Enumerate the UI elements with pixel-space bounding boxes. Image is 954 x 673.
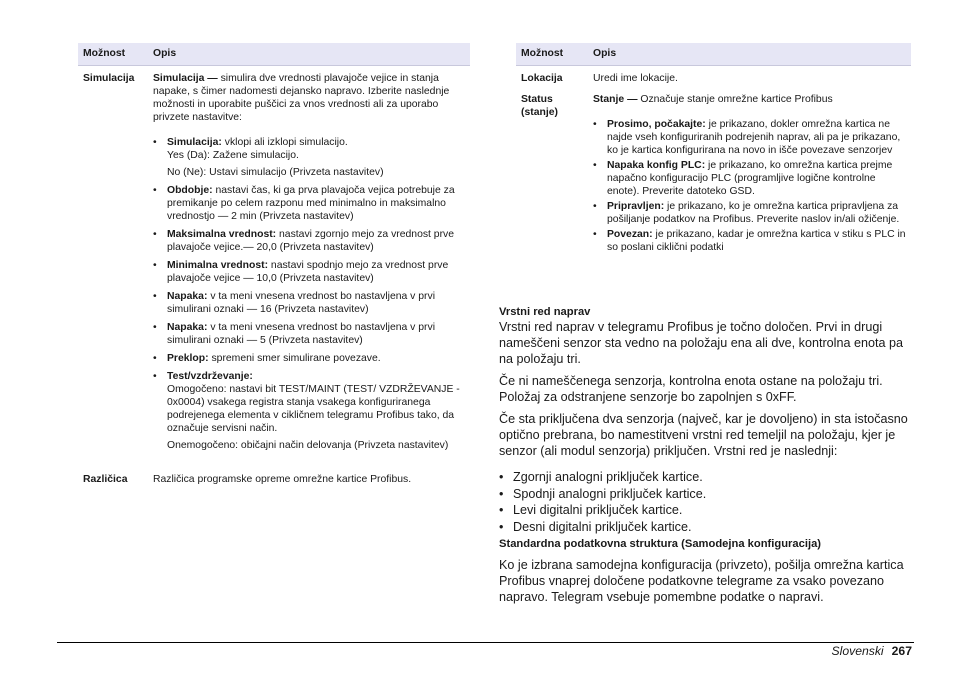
- item-label: Obdobje:: [167, 184, 213, 196]
- list-item: [153, 290, 465, 316]
- item-label: Prosimo, počakajte:: [607, 118, 706, 130]
- page-footer: [831, 643, 912, 659]
- item-label: Pripravljen:: [607, 200, 665, 212]
- list-item: [153, 136, 465, 179]
- table-header-row: [516, 43, 911, 65]
- item-text: nastavi čas, ki ga prva plavajoča vejica potrebuje za premikanje po celem razponu med minimalno in maksimalno vrednostjo — 2 min (Privzeta nastavitev): [167, 184, 455, 222]
- section-heading: Standardna podatkovna struktura (Samodejna konfiguracija): [499, 538, 822, 550]
- option-description: [588, 91, 911, 262]
- item-label: Preklop:: [167, 352, 209, 364]
- intro-paragraph: [593, 93, 906, 106]
- item-label: Napaka:: [167, 290, 208, 302]
- table-row-status: [516, 91, 911, 262]
- list-item: [593, 159, 906, 198]
- paragraph: Če sta priključena dva senzorja (največ, kar je dovoljeno) in sta istočasno optično prebrana, bo namestitveni vrstni red temeljil na položaju, kjer je senzor (ali modul senzorja) priključen. Vrstni red je naslednji:: [499, 412, 908, 458]
- list-item: [153, 321, 465, 347]
- item-text: je prikazano, ko je omrežna kartica pripravljena za pošiljanje podatkov na Profibus. Preverite naslov in/ali ožičenje.: [607, 200, 900, 225]
- item-text: je prikazano, kadar je omrežna kartica v stiku s PLC in so poslani ciklični podatki: [607, 228, 906, 253]
- option-name: Status (stanje): [521, 93, 558, 118]
- table-row-lokacija: [516, 65, 911, 91]
- list-item: [593, 118, 906, 157]
- option-name: Različica: [83, 473, 128, 485]
- table-row-razlicica: [78, 463, 470, 492]
- item-label: Napaka konfig PLC:: [607, 159, 706, 171]
- data-structure-section: [499, 537, 913, 611]
- header-option: Možnost: [78, 43, 148, 65]
- list-item: [593, 228, 906, 254]
- item-text: je prikazano, ko omrežna kartica prejme napačno konfiguracijo PLC (programljive logične kontrolne enote). Preverite datoteko GSD.: [607, 159, 893, 197]
- list-item: [153, 352, 465, 365]
- option-description: [148, 65, 470, 463]
- item-text: spremeni smer simulirane povezave.: [208, 352, 381, 364]
- table-header-row: [78, 43, 470, 65]
- item-label: Povezan:: [607, 228, 653, 240]
- right-options-table: [516, 43, 911, 262]
- list-item: • Desni digitalni priključek kartice.: [499, 519, 913, 536]
- connector-order-list: [499, 469, 913, 535]
- item-text: vklopi ali izklopi simulacijo.: [221, 136, 348, 148]
- option-name: Lokacija: [521, 72, 563, 84]
- list-item: [593, 200, 906, 226]
- simulation-options-list: [153, 136, 465, 452]
- item-label: Maksimalna vrednost:: [167, 228, 277, 240]
- item-text: nastavi spodnjo mejo za vrednost prve plavajoče vejice — 10,0 (Privzeta nastavitev): [167, 259, 449, 284]
- list-item: [153, 184, 465, 223]
- item-line2: Yes (Da): Zažene simulacijo.: [167, 149, 299, 161]
- item-sub: Onemogočeno: običajni način delovanja (Privzeta nastavitev): [167, 439, 449, 451]
- page-number: 267: [891, 644, 912, 658]
- item-label: Napaka:: [167, 321, 208, 333]
- item-text: v ta meni vnesena vrednost bo nastavljena v prvi simulirani oznaki — 5 (Privzeta nastavitev): [167, 321, 436, 346]
- item-line2: Omogočeno: nastavi bit TEST/MAINT (TEST/ VZDRŽEVANJE - 0x0004) vsakega registra stanja vsakega konfiguriranega podrejenega elementa v cikličnem telegramu Profibus tako, da označuje servisni način.: [167, 383, 460, 434]
- device-order-section: [499, 305, 913, 535]
- option-description: Različica programske opreme omrežne kartice Profibus.: [153, 473, 412, 485]
- intro-text: Označuje stanje omrežne kartice Profibus: [637, 93, 833, 105]
- list-item: • Levi digitalni priključek kartice.: [499, 502, 913, 519]
- list-item: [153, 228, 465, 254]
- list-item: [153, 370, 465, 452]
- left-options-table: [78, 43, 470, 492]
- intro-text: simulira dve vrednosti plavajoče vejice in stanja napake, s čimer nadomesti dejansko napravo. Izberite naslednje možnosti in uporabite puščici za vnos vrednosti ali za uporabo privzete nastavitve:: [153, 72, 450, 123]
- list-item: • Zgornji analogni priključek kartice.: [499, 469, 913, 486]
- option-description: Uredi ime lokacije.: [593, 72, 678, 84]
- paragraph: Ko je izbrana samodejna konfiguracija (privzeto), pošilja omrežna kartica Profibus vnaprej določene podatkovne telegrame za vsako povezano napravo. Telegram vsebuje pomembne podatke o napravi.: [499, 558, 904, 604]
- intro-bold: Simulacija —: [153, 72, 218, 84]
- header-description: Opis: [588, 43, 911, 65]
- paragraph: Vrstni red naprav v telegramu Profibus je točno določen. Prvi in drugi nameščeni senzor sta vedno na položaju ena ali dve, kontrolna enota pa na položaju tri.: [499, 320, 903, 366]
- item-text: nastavi zgornjo mejo za vrednost prve plavajoče vejice.— 20,0 (Privzeta nastavitev): [167, 228, 455, 253]
- footer-divider: [57, 642, 914, 643]
- left-options-table-container: [78, 43, 470, 492]
- intro-bold: Stanje —: [593, 93, 638, 105]
- intro-paragraph: [153, 72, 465, 124]
- item-label: Test/vzdrževanje:: [167, 370, 253, 382]
- section-heading: Vrstni red naprav: [499, 306, 591, 318]
- header-option: Možnost: [516, 43, 588, 65]
- header-description: Opis: [148, 43, 470, 65]
- footer-language: Slovenski: [831, 644, 884, 658]
- item-text: v ta meni vnesena vrednost bo nastavljena v prvi simulirani oznaki — 16 (Privzeta nastavitev): [167, 290, 436, 315]
- item-label: Minimalna vrednost:: [167, 259, 269, 271]
- status-list: [593, 118, 906, 254]
- item-label: Simulacija:: [167, 136, 222, 148]
- list-item: [153, 259, 465, 285]
- list-item: • Spodnji analogni priključek kartice.: [499, 486, 913, 503]
- item-text: je prikazano, dokler omrežna kartica ne najde vseh konfiguriranih podrejenih naprav, ali pa je prikazano, ko je kartica konfigurirana na novo in išče povezave senzorjev: [607, 118, 901, 156]
- paragraph: Če ni nameščenega senzorja, kontrolna enota ostane na položaju tri. Položaj za odstranjene senzorje bo zapolnjen s 0xFF.: [499, 374, 883, 404]
- item-sub: No (Ne): Ustavi simulacijo (Privzeta nastavitev): [167, 166, 384, 178]
- table-row-simulacija: [78, 65, 470, 463]
- option-name: Simulacija: [83, 72, 135, 84]
- right-options-table-container: [516, 43, 911, 262]
